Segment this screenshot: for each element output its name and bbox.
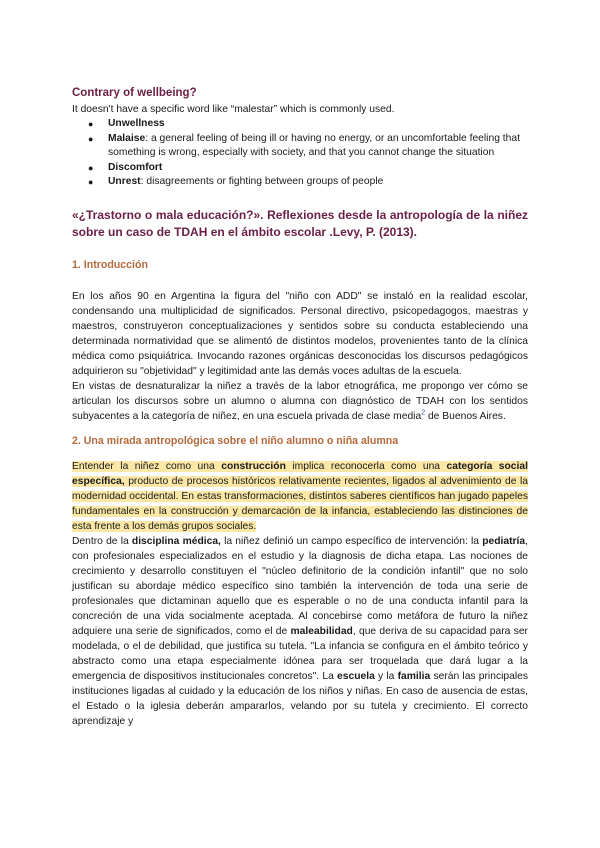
section-1-heading: 1. Introducción <box>72 258 148 271</box>
document-page <box>72 86 528 729</box>
section-1-paragraph-1: En los años 90 en Argentina la figura del "niño con ADD" se instaló en la realidad escolar, condensando una multiplicidad de significados. Personal directivo, psicopedagogos, maestras y maestros, construyeron conceptualizaciones y sentidos sobre su conducta estableciendo una determinada normatividad que se alimentó de distintos modelos, provenientes tanto de la clínica médica como psiquiátrica. Invocando razones orgánicas desconocidas los discursos pedagógicos adquirieron su "objetividad" y legitimidad ante las demás voces adultas de la escuela. <box>72 290 528 377</box>
wellbeing-intro: It doesn't have a specific word like “malestar” which is commonly used. <box>72 104 395 115</box>
footnote-ref[interactable]: 2 <box>421 409 426 417</box>
list-item: ● Unrest: disagreements or fighting between groups of people <box>88 176 384 187</box>
article-title: «¿Trastorno o mala educación?». Reflexiones desde la antropología de la niñez sobre un caso de TDAH en el ámbito escolar .Levy, P. (2013). <box>72 207 528 239</box>
section-2-paragraph-2: Dentro de la disciplina médica, la niñez definió un campo específico de intervención: la pediatría, con profesionales especializados en el estudio y la diagnosis de dicha etapa. Las nociones de crecimiento y desarrollo constituyen el "núcleo definitorio de la condición infantil" que no solo justifican su abordaje médico específico sino también la intervención de toda una serie de profesionales que dictaminan aquello que es esperable o no de una conducta infantil para la concreción de una vida socialmente aceptada. Al concebirse como metáfora de futuro la niñez adquiere una serie de significados, como el de maleabilidad, que deriva de su capacidad para ser modelada, o el de debilidad, que justifica su tutela. "La infancia se configura en el ámbito teórico y abstracto como una etapa especialmente idónea para ser troquelada que dará lugar a la emergencia de dispositivos institucionales concretos". La escuela y la familia serán las principales instituciones ligadas al cuidado y la educación de los niños y niñas. En caso de ausencia de estas, el Estado o la iglesia deberán ampararlos, velando por su tutela y crecimiento. El correcto aprendizaje y <box>72 535 528 727</box>
list-item: ● Discomfort <box>88 161 163 173</box>
list-item: ● Unwellness <box>88 118 165 129</box>
section-1-paragraph-2: En vistas de desnaturalizar la niñez a través de la labor etnográfica, me propongo ver cómo se articulan los discursos sobre un alumno o alumna con diagnóstico de TDAH con los sentidos subyacentes a la categoría de niñez, en una escuela privada de clase media$^2$ de Buenos Aires. <box>72 380 528 422</box>
list-item: ● Malaise: a general feeling of being ill or having no energy, or an uncomfortable feeling that something is wrong, especially with society, and that you cannot change the situation <box>88 132 520 158</box>
section-2-paragraph-1: Entender la niñez como una construcción implica reconocerla como una categoría social específica, producto de procesos históricos relativamente recientes, ligados al advenimiento de la modernidad occidental. En estas transformaciones, distintos saberes científicos han jugado papeles fundamentales en la construcción y demarcación de la infancia, estableciendo las distinciones de esta frente a los demás grupos sociales. <box>72 460 528 532</box>
wellbeing-list <box>72 117 528 190</box>
section-2-heading: 2. Una mirada antropológica sobre el niño alumno o niña alumna <box>72 434 399 447</box>
wellbeing-heading: Contrary of wellbeing? <box>72 87 197 99</box>
